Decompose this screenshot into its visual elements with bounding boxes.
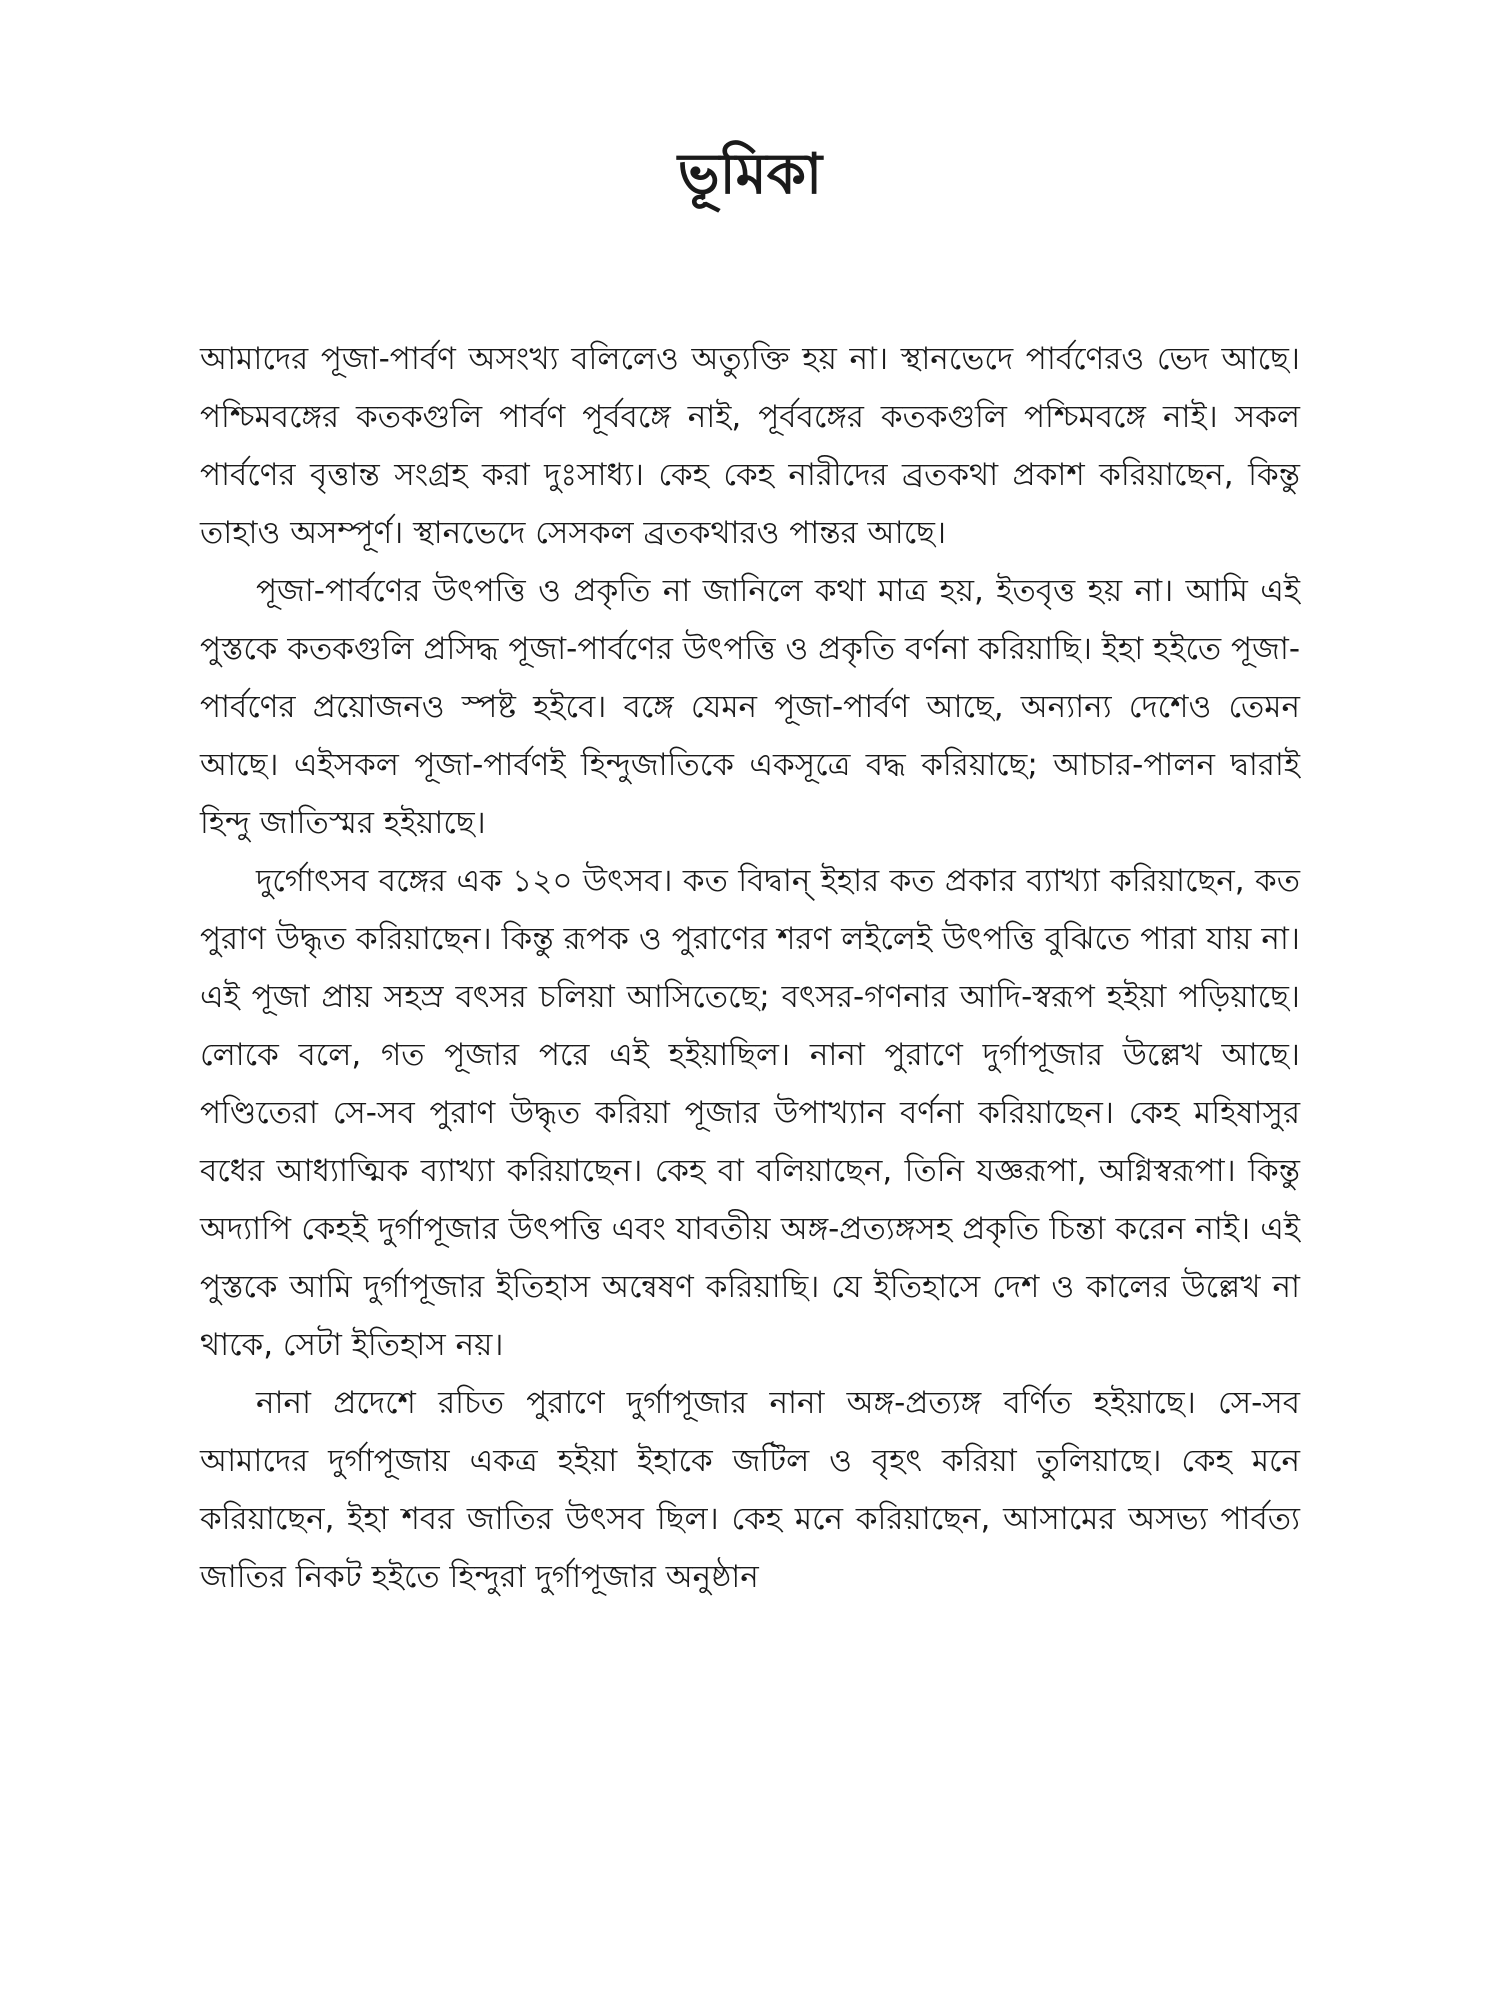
paragraph-1: আমাদের পূজা-পার্বণ অসংখ্য বলিলেও অত্যুক্তি হয় না। স্থানভেদে পার্বণেরও ভেদ আছে। পশ্চিমবঙ্গের কতকগুলি পার্বণ পূর্ববঙ্গে নাই, পূর্ববঙ্গের কতকগুলি পশ্চিমবঙ্গে নাই। সকল পার্বণের বৃত্তান্ত সংগ্রহ করা দুঃসাধ্য। কেহ কেহ নারীদের ব্রতকথা প্রকাশ করিয়াছেন, কিন্তু তাহাও অসম্পূর্ণ। স্থানভেদে সেসকল ব্রতকথারও পান্তর আছে। — [200, 341, 1300, 551]
paragraph-2: পূজা-পার্বণের উৎপত্তি ও প্রকৃতি না জানিলে কথা মাত্র হয়, ইতবৃত্ত হয় না। আমি এই পুস্তকে কতকগুলি প্রসিদ্ধ পূজা-পার্বণের উৎপত্তি ও প্রকৃতি বর্ণনা করিয়াছি। ইহা হইতে পূজা-পার্বণের প্রয়োজনও স্পষ্ট হইবে। বঙ্গে যেমন পূজা-পার্বণ আছে, অন্যান্য দেশেও তেমন আছে। এইসকল পূজা-পার্বণই হিন্দুজাতিকে একসূত্রে বদ্ধ করিয়াছে; আচার-পালন দ্বারাই হিন্দু জাতিস্মর হইয়াছে। — [200, 573, 1300, 841]
paragraph-4: নানা প্রদেশে রচিত পুরাণে দুর্গাপূজার নানা অঙ্গ-প্রত্যঙ্গ বর্ণিত হইয়াছে। সে-সব আমাদের দুর্গাপূজায় একত্র হইয়া ইহাকে জটিল ও বৃহৎ করিয়া তুলিয়াছে। কেহ মনে করিয়াছেন, ইহা শবর জাতির উৎসব ছিল। কেহ মনে করিয়াছেন, আসামের অসভ্য পার্বত্য জাতির নিকট হইতে হিন্দুরা দুর্গাপূজার অনুষ্ঠান — [200, 1385, 1300, 1595]
page-title: ভূমিকা — [677, 142, 823, 207]
preface-body — [200, 330, 1300, 1606]
paragraph-3: দুর্গোৎসব বঙ্গের এক ১২০ উৎসব। কত বিদ্বান্ ইহার কত প্রকার ব্যাখ্যা করিয়াছেন, কত পুরাণ উদ্ধৃত করিয়াছেন। কিন্তু রূপক ও পুরাণের শরণ লইলেই উৎপত্তি বুঝিতে পারা যায় না। এই পূজা প্রায় সহস্র বৎসর চলিয়া আসিতেছে; বৎসর-গণনার আদি-স্বরূপ হইয়া পড়িয়াছে। লোকে বলে, গত পূজার পরে এই হইয়াছিল। নানা পুরাণে দুর্গাপূজার উল্লেখ আছে। পণ্ডিতেরা সে-সব পুরাণ উদ্ধৃত করিয়া পূজার উপাখ্যান বর্ণনা করিয়াছেন। কেহ মহিষাসুর বধের আধ্যাত্মিক ব্যাখ্যা করিয়াছেন। কেহ বা বলিয়াছেন, তিনি যজ্ঞরূপা, অগ্নিস্বরূপা। কিন্তু অদ্যাপি কেহই দুর্গাপূজার উৎপত্তি এবং যাবতীয় অঙ্গ-প্রত্যঙ্গসহ প্রকৃতি চিন্তা করেন নাই। এই পুস্তকে আমি দুর্গাপূজার ইতিহাস অন্বেষণ করিয়াছি। যে ইতিহাসে দেশ ও কালের উল্লেখ না থাকে, সেটা ইতিহাস নয়। — [200, 863, 1300, 1363]
